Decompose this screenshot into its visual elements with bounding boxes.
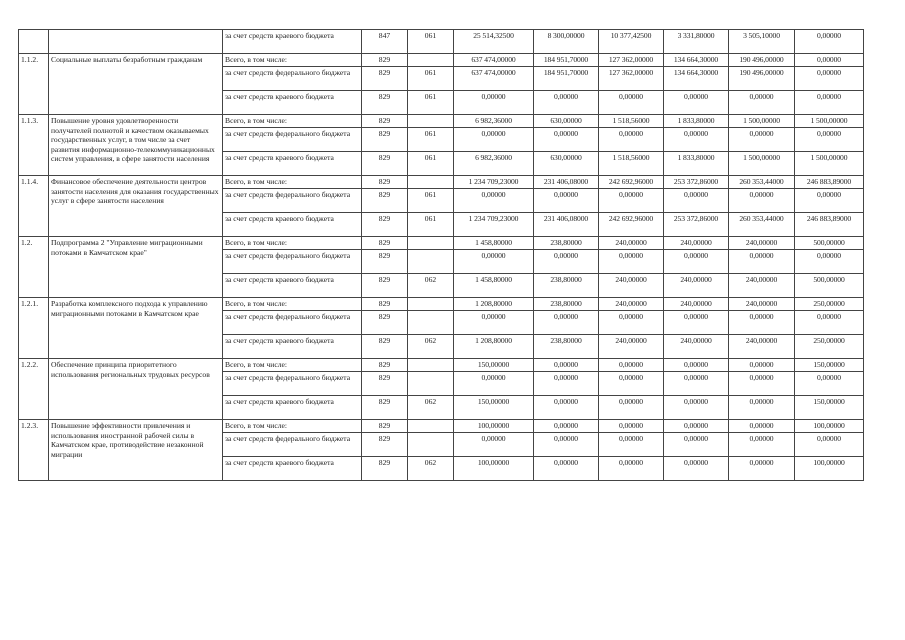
table-row: [19, 30, 864, 54]
grbs-code: 829: [362, 176, 408, 189]
year-value: 0,00000: [534, 372, 599, 396]
year-value: 0,00000: [534, 128, 599, 152]
funding-source: Всего, в том числе:: [223, 359, 362, 372]
section-code: [408, 372, 454, 396]
year-value: 0,00000: [729, 420, 795, 433]
grbs-code: 829: [362, 359, 408, 372]
funding-source: за счет средств федерального бюджета: [223, 67, 362, 91]
year-value: 190 496,00000: [729, 54, 795, 67]
funding-source: Всего, в том числе:: [223, 420, 362, 433]
year-value: 0,00000: [534, 396, 599, 420]
total-value: 1 208,80000: [454, 335, 534, 359]
year-value: 260 353,44000: [729, 176, 795, 189]
year-value: 1 500,00000: [795, 115, 864, 128]
year-value: 240,00000: [599, 298, 664, 311]
table-row: [19, 176, 864, 189]
year-value: 0,00000: [664, 457, 729, 481]
year-value: 0,00000: [664, 250, 729, 274]
section-code: [408, 359, 454, 372]
year-value: 238,80000: [534, 298, 599, 311]
funding-source: Всего, в том числе:: [223, 298, 362, 311]
year-value: 240,00000: [664, 274, 729, 298]
year-value: 0,00000: [534, 359, 599, 372]
section-code: [408, 250, 454, 274]
section-code: 061: [408, 213, 454, 237]
year-value: 242 692,96000: [599, 176, 664, 189]
year-value: 10 377,42500: [599, 30, 664, 54]
table-row: [19, 420, 864, 433]
funding-source: Всего, в том числе:: [223, 115, 362, 128]
item-name: Социальные выплаты безработным гражданам: [49, 54, 223, 115]
year-value: 134 664,30000: [664, 67, 729, 91]
year-value: 240,00000: [599, 335, 664, 359]
year-value: 246 883,89000: [795, 213, 864, 237]
table-row: [19, 237, 864, 250]
year-value: 240,00000: [729, 274, 795, 298]
year-value: 0,00000: [795, 189, 864, 213]
year-value: 0,00000: [664, 359, 729, 372]
year-value: 134 664,30000: [664, 54, 729, 67]
year-value: 190 496,00000: [729, 67, 795, 91]
total-value: 100,00000: [454, 420, 534, 433]
year-value: 240,00000: [729, 237, 795, 250]
grbs-code: 829: [362, 396, 408, 420]
funding-source: Всего, в том числе:: [223, 176, 362, 189]
funding-source: Всего, в том числе:: [223, 54, 362, 67]
item-code: 1.2.2.: [19, 359, 49, 420]
total-value: 0,00000: [454, 311, 534, 335]
item-name: [49, 30, 223, 54]
section-code: 061: [408, 152, 454, 176]
grbs-code: 829: [362, 128, 408, 152]
section-code: [408, 311, 454, 335]
year-value: 0,00000: [599, 91, 664, 115]
year-value: 0,00000: [534, 311, 599, 335]
year-value: 0,00000: [729, 457, 795, 481]
grbs-code: 829: [362, 189, 408, 213]
year-value: 127 362,00000: [599, 67, 664, 91]
year-value: 500,00000: [795, 237, 864, 250]
item-code: [19, 30, 49, 54]
funding-source: за счет средств краевого бюджета: [223, 274, 362, 298]
year-value: 0,00000: [729, 128, 795, 152]
grbs-code: 829: [362, 335, 408, 359]
total-value: 1 458,80000: [454, 274, 534, 298]
year-value: 3 331,80000: [664, 30, 729, 54]
funding-source: за счет средств федерального бюджета: [223, 250, 362, 274]
funding-source: за счет средств краевого бюджета: [223, 213, 362, 237]
year-value: 240,00000: [729, 335, 795, 359]
year-value: 238,80000: [534, 335, 599, 359]
year-value: 184 951,70000: [534, 54, 599, 67]
year-value: 253 372,86000: [664, 176, 729, 189]
total-value: 0,00000: [454, 128, 534, 152]
item-name: Подпрограмма 2 "Управление миграционными потоками в Камчатском крае": [49, 237, 223, 298]
funding-source: за счет средств краевого бюджета: [223, 396, 362, 420]
year-value: 0,00000: [599, 359, 664, 372]
year-value: 0,00000: [664, 396, 729, 420]
total-value: 0,00000: [454, 91, 534, 115]
year-value: 240,00000: [599, 274, 664, 298]
funding-source: за счет средств краевого бюджета: [223, 30, 362, 54]
year-value: 0,00000: [729, 372, 795, 396]
funding-source: за счет средств краевого бюджета: [223, 152, 362, 176]
year-value: 0,00000: [534, 91, 599, 115]
section-code: [408, 237, 454, 250]
year-value: 0,00000: [729, 189, 795, 213]
table-row: [19, 115, 864, 128]
year-value: 240,00000: [664, 335, 729, 359]
table-row: [19, 298, 864, 311]
year-value: 8 300,00000: [534, 30, 599, 54]
year-value: 0,00000: [664, 420, 729, 433]
section-code: [408, 115, 454, 128]
year-value: 0,00000: [599, 457, 664, 481]
total-value: 25 514,32500: [454, 30, 534, 54]
year-value: 0,00000: [599, 433, 664, 457]
year-value: 0,00000: [795, 128, 864, 152]
grbs-code: 829: [362, 237, 408, 250]
year-value: 1 518,56000: [599, 115, 664, 128]
year-value: 0,00000: [664, 91, 729, 115]
year-value: 0,00000: [534, 189, 599, 213]
year-value: 500,00000: [795, 274, 864, 298]
total-value: 0,00000: [454, 250, 534, 274]
year-value: 0,00000: [664, 189, 729, 213]
year-value: 1 833,80000: [664, 115, 729, 128]
year-value: 0,00000: [534, 250, 599, 274]
year-value: 240,00000: [599, 237, 664, 250]
item-code: 1.1.3.: [19, 115, 49, 176]
year-value: 630,00000: [534, 152, 599, 176]
funding-source: за счет средств федерального бюджета: [223, 311, 362, 335]
year-value: 0,00000: [729, 311, 795, 335]
item-name: Повышение уровня удовлетворенности получателей полнотой и качеством оказываемых государственных услуг, в том числе за счет развития информационно-телекоммуникационных систем управления, в сфере занятости населения: [49, 115, 223, 176]
total-value: 6 982,36000: [454, 152, 534, 176]
year-value: 1 500,00000: [795, 152, 864, 176]
year-value: 0,00000: [599, 372, 664, 396]
section-code: [408, 433, 454, 457]
total-value: 150,00000: [454, 396, 534, 420]
funding-source: Всего, в том числе:: [223, 237, 362, 250]
year-value: 0,00000: [664, 311, 729, 335]
section-code: [408, 176, 454, 189]
funding-source: за счет средств краевого бюджета: [223, 335, 362, 359]
grbs-code: 829: [362, 372, 408, 396]
year-value: 0,00000: [599, 189, 664, 213]
item-code: 1.2.1.: [19, 298, 49, 359]
grbs-code: 829: [362, 420, 408, 433]
grbs-code: 829: [362, 274, 408, 298]
year-value: 231 406,08000: [534, 176, 599, 189]
total-value: 150,00000: [454, 359, 534, 372]
grbs-code: 829: [362, 54, 408, 67]
year-value: 630,00000: [534, 115, 599, 128]
year-value: 240,00000: [664, 237, 729, 250]
total-value: 637 474,00000: [454, 54, 534, 67]
section-code: [408, 420, 454, 433]
total-value: 0,00000: [454, 189, 534, 213]
year-value: 246 883,89000: [795, 176, 864, 189]
funding-source: за счет средств федерального бюджета: [223, 372, 362, 396]
year-value: 0,00000: [795, 91, 864, 115]
year-value: 0,00000: [795, 311, 864, 335]
year-value: 0,00000: [729, 433, 795, 457]
year-value: 0,00000: [795, 372, 864, 396]
year-value: 0,00000: [795, 30, 864, 54]
year-value: 0,00000: [795, 67, 864, 91]
grbs-code: 829: [362, 457, 408, 481]
year-value: 0,00000: [729, 250, 795, 274]
grbs-code: 829: [362, 213, 408, 237]
section-code: [408, 54, 454, 67]
grbs-code: 829: [362, 250, 408, 274]
total-value: 1 458,80000: [454, 237, 534, 250]
year-value: 0,00000: [534, 420, 599, 433]
total-value: 1 234 709,23000: [454, 213, 534, 237]
grbs-code: 829: [362, 433, 408, 457]
year-value: 0,00000: [599, 250, 664, 274]
year-value: 238,80000: [534, 274, 599, 298]
year-value: 0,00000: [795, 433, 864, 457]
year-value: 0,00000: [795, 250, 864, 274]
grbs-code: 829: [362, 91, 408, 115]
year-value: 150,00000: [795, 396, 864, 420]
year-value: 0,00000: [729, 396, 795, 420]
year-value: 0,00000: [534, 433, 599, 457]
item-name: Финансовое обеспечение деятельности центров занятости населения для оказания государственных услуг в сфере занятости населения: [49, 176, 223, 237]
section-code: 062: [408, 335, 454, 359]
year-value: 0,00000: [664, 372, 729, 396]
funding-source: за счет средств краевого бюджета: [223, 91, 362, 115]
grbs-code: 829: [362, 311, 408, 335]
table-row: [19, 359, 864, 372]
total-value: 1 208,80000: [454, 298, 534, 311]
grbs-code: 829: [362, 152, 408, 176]
year-value: 100,00000: [795, 457, 864, 481]
year-value: 0,00000: [664, 128, 729, 152]
year-value: 1 500,00000: [729, 115, 795, 128]
funding-source: за счет средств краевого бюджета: [223, 457, 362, 481]
total-value: 0,00000: [454, 433, 534, 457]
year-value: 250,00000: [795, 335, 864, 359]
section-code: 061: [408, 30, 454, 54]
item-code: 1.1.2.: [19, 54, 49, 115]
year-value: 253 372,86000: [664, 213, 729, 237]
item-code: 1.2.: [19, 237, 49, 298]
section-code: [408, 298, 454, 311]
item-code: 1.2.3.: [19, 420, 49, 481]
grbs-code: 829: [362, 67, 408, 91]
year-value: 0,00000: [599, 396, 664, 420]
funding-source: за счет средств федерального бюджета: [223, 189, 362, 213]
funding-source: за счет средств федерального бюджета: [223, 128, 362, 152]
year-value: 0,00000: [729, 359, 795, 372]
year-value: 260 353,44000: [729, 213, 795, 237]
section-code: 061: [408, 91, 454, 115]
year-value: 1 500,00000: [729, 152, 795, 176]
section-code: 061: [408, 67, 454, 91]
table-row: [19, 54, 864, 67]
year-value: 0,00000: [599, 128, 664, 152]
year-value: 3 505,10000: [729, 30, 795, 54]
year-value: 238,80000: [534, 237, 599, 250]
year-value: 231 406,08000: [534, 213, 599, 237]
budget-table: [18, 29, 864, 481]
funding-source: за счет средств федерального бюджета: [223, 433, 362, 457]
total-value: 0,00000: [454, 372, 534, 396]
grbs-code: 847: [362, 30, 408, 54]
year-value: 127 362,00000: [599, 54, 664, 67]
section-code: 062: [408, 274, 454, 298]
section-code: 062: [408, 457, 454, 481]
total-value: 637 474,00000: [454, 67, 534, 91]
year-value: 0,00000: [664, 433, 729, 457]
year-value: 0,00000: [534, 457, 599, 481]
total-value: 100,00000: [454, 457, 534, 481]
total-value: 6 982,36000: [454, 115, 534, 128]
grbs-code: 829: [362, 115, 408, 128]
total-value: 1 234 709,23000: [454, 176, 534, 189]
year-value: 0,00000: [729, 91, 795, 115]
year-value: 150,00000: [795, 359, 864, 372]
item-name: Разработка комплексного подхода к управлению миграционными потоками в Камчатском крае: [49, 298, 223, 359]
year-value: 184 951,70000: [534, 67, 599, 91]
year-value: 0,00000: [599, 311, 664, 335]
year-value: 0,00000: [599, 420, 664, 433]
year-value: 250,00000: [795, 298, 864, 311]
item-code: 1.1.4.: [19, 176, 49, 237]
section-code: 062: [408, 396, 454, 420]
item-name: Повышение эффективности привлечения и использования иностранной рабочей силы в Камчатском крае, противодействие незаконной миграции: [49, 420, 223, 481]
year-value: 242 692,96000: [599, 213, 664, 237]
section-code: 061: [408, 189, 454, 213]
year-value: 0,00000: [795, 54, 864, 67]
year-value: 240,00000: [664, 298, 729, 311]
year-value: 240,00000: [729, 298, 795, 311]
item-name: Обеспечение принципа приоритетного использования региональных трудовых ресурсов: [49, 359, 223, 420]
section-code: 061: [408, 128, 454, 152]
year-value: 1 833,80000: [664, 152, 729, 176]
grbs-code: 829: [362, 298, 408, 311]
year-value: 100,00000: [795, 420, 864, 433]
year-value: 1 518,56000: [599, 152, 664, 176]
